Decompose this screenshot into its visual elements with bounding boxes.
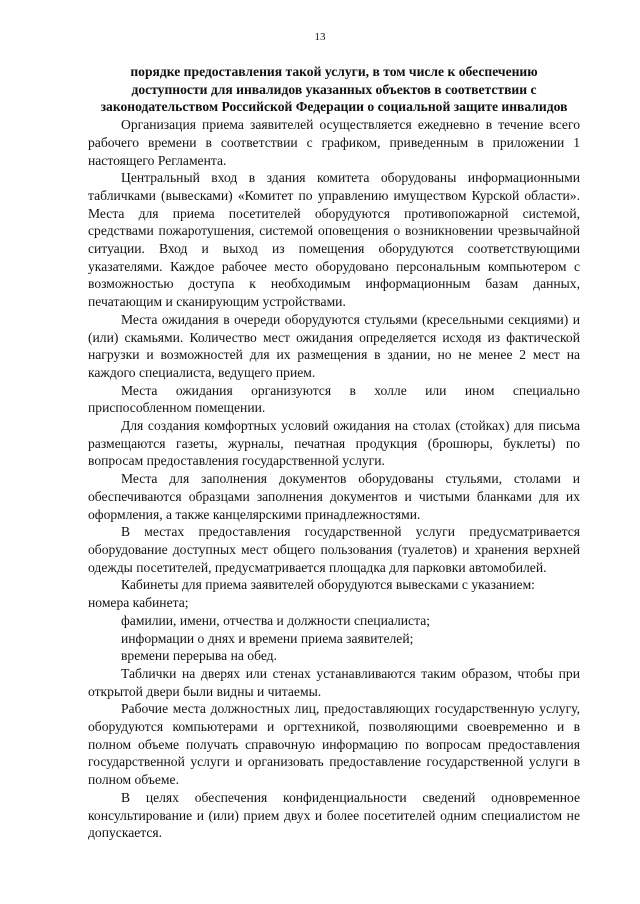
paragraph-workplaces: Рабочие места должностных лиц, предоставляющих государственную услугу, оборудуются компьютерами и оргтехникой, позволяющими своевременно и в полном объеме получать справочную информацию по вопросам предоставления государственной услуги и организовать предоставление государственной услуги в полном объеме. (88, 701, 580, 788)
heading-line: порядке предоставления такой услуги, в том числе к обеспечению (130, 64, 538, 79)
list-item-specialist-name: фамилии, имени, отчества и должности специалиста; (121, 612, 431, 628)
paragraph-document-filling: Места для заполнения документов оборудованы стульями, столами и обеспечиваются образцами заполнения документов и чистыми бланками для их оформления, а также канцелярскими принадлежностями. (88, 471, 580, 522)
paragraph-comfort-conditions: Для создания комфортных условий ожидания на столах (стойках) для письма размещаются газеты, журналы, печатная продукция (брошюры, буклеты) по вопросам предоставления государственной услуги. (88, 418, 580, 469)
paragraph-waiting-location: Места ожидания организуются в холле или ином специально приспособленном помещении. (88, 382, 580, 416)
list-item-room-number: номера кабинета; (88, 595, 189, 611)
list-item-lunch-break: времени перерыва на обед. (121, 648, 277, 664)
paragraph-waiting-seats: Места ожидания в очереди оборудуются стульями (кресельными секциями) и (или) скамьями. Количество мест ожидания определяется исходя из фактической нагрузки и возможностей для их размещения в здании, но не менее 2 мест на каждого специалиста, ведущего прием. (88, 311, 580, 380)
paragraph-office-signs: Кабинеты для приема заявителей оборудуются вывесками с указанием: (121, 577, 535, 593)
list-item-reception-days: информации о днях и времени приема заявителей; (121, 630, 414, 646)
document-body (88, 63, 580, 842)
section-heading (88, 63, 580, 116)
heading-line: законодательством Российской Федерации о социальной защите инвалидов (100, 99, 568, 115)
paragraph-confidentiality: В целях обеспечения конфиденциальности сведений одновременное консультирование и (или) прием двух и более посетителей одним специалистом не допускается. (88, 789, 580, 841)
paragraph-reception-schedule: Организация приема заявителей осуществляется ежедневно в течение всего рабочего времени в соответствии с графиком, приведенным в приложении 1 настоящего Регламента. (88, 117, 580, 168)
paragraph-entrance-equipment: Центральный вход в здания комитета оборудованы информационными табличками (вывесками) «Комитет по управлению имуществом Курской области». Места для приема посетителей оборудуются противопожарной системой, средствами пожаротушения, системой оповещения о возникновении чрезвычайной ситуации. Вход и выход из помещения оборудуются соответствующими указателями. Каждое рабочее место оборудовано персональным компьютером с возможностью доступа к необходимым информационным базам данных, печатающим и сканирующим устройствами. (88, 170, 580, 310)
paragraph-door-signs: Таблички на дверях или стенах устанавливаются таким образом, чтобы при открытой двери были видны и читаемы. (88, 665, 580, 699)
heading-line: доступности для инвалидов указанных объектов в соответствии с (131, 81, 537, 97)
paragraph-facilities: В местах предоставления государственной услуги предусматривается оборудование доступных мест общего пользования (туалетов) и хранения верхней одежды посетителей, предусматривается площадка для парковки автомобилей. (88, 524, 580, 575)
page-number: 13 (314, 31, 326, 43)
